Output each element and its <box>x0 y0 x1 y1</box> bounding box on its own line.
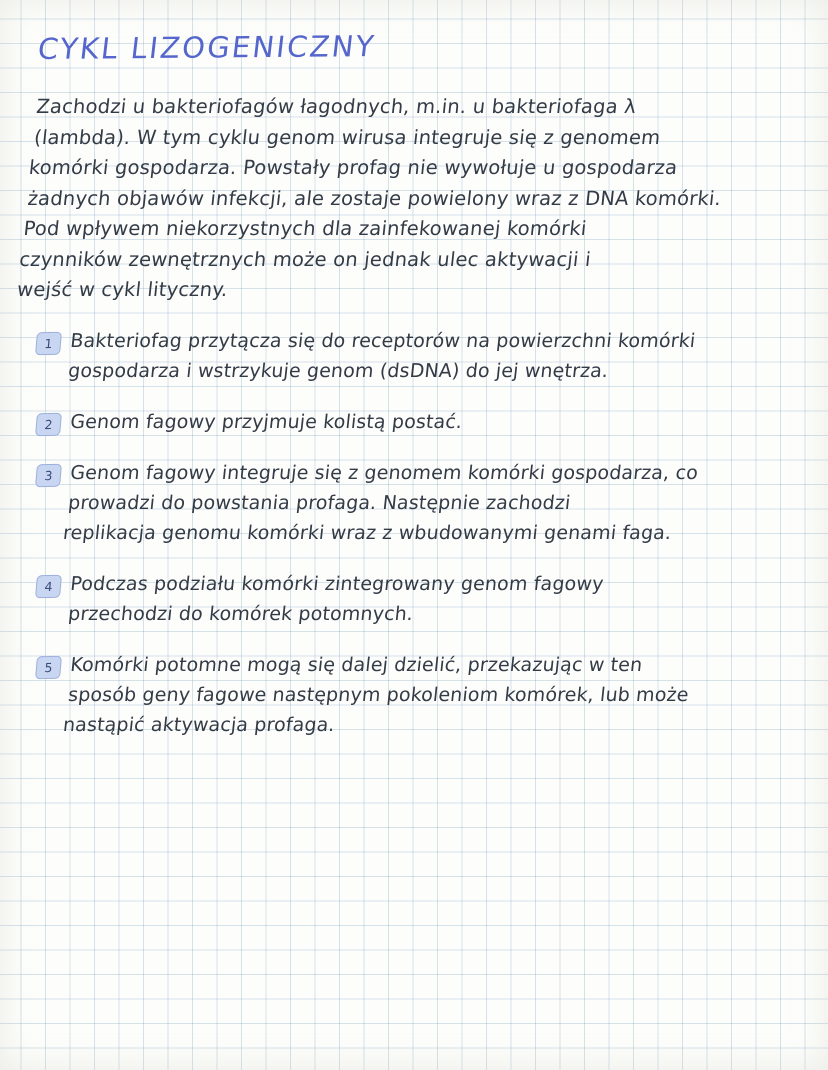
step-number-badge: 3 <box>35 463 62 486</box>
step-text <box>66 326 697 386</box>
intro-paragraph <box>16 92 794 306</box>
step-line: gospodarza i wstrzykuje genom (dsDNA) do jej wnętrza. <box>67 359 610 382</box>
step-line: replikacja genomu komórki wraz z wbudowanymi genami faga. <box>61 521 673 544</box>
step-text <box>63 458 700 548</box>
step-number-badge: 2 <box>35 412 62 435</box>
step-line: nastąpić aktywacja profaga. <box>61 713 336 736</box>
steps-list <box>36 326 794 740</box>
intro-line: czynników zewnętrznych może on jednak ulec aktywacji i <box>18 247 593 271</box>
intro-line: wejść w cykl lityczny. <box>16 278 229 301</box>
step-line: prowadzi do powstania profaga. Następnie zachodzi <box>67 491 572 514</box>
step-line: Bakteriofag przytącza się do receptorów na powierzchni komórki <box>69 329 697 352</box>
intro-line: (lambda). W tym cyklu genom wirusa integruje się z genomem <box>33 125 662 149</box>
step-number-badge: 1 <box>35 331 62 354</box>
step-number-badge: 5 <box>35 655 62 678</box>
list-item <box>36 569 794 629</box>
step-line: Podczas podziału komórki zintegrowany genom fagowy <box>69 572 605 595</box>
list-item <box>36 650 794 740</box>
step-text <box>63 650 694 740</box>
list-item <box>36 407 794 437</box>
step-number-badge: 4 <box>35 574 62 597</box>
intro-line: Pod wpływem niekorzystnych dla zainfekowanej komórki <box>22 217 588 240</box>
step-line: sposób geny fagowe następnym pokoleniom komórek, lub może <box>67 683 690 706</box>
step-line: Genom fagowy przyjmuje kolistą postać. <box>69 410 464 433</box>
step-line: Genom fagowy integruje się z genomem komórki gospodarza, co <box>69 461 700 484</box>
step-text <box>66 569 605 629</box>
intro-line: Zachodzi u bakteriofagów łagodnych, m.in. u bakteriofaga λ <box>35 95 638 118</box>
intro-line: komórki gospodarza. Powstały profag nie wywołuje u gospodarza <box>27 156 679 179</box>
step-line: Komórki potomne mogą się dalej dzielić, przekazując w ten <box>69 653 644 676</box>
intro-line: żadnych objawów infekcji, ale zostaje powielony wraz z DNA komórki. <box>26 186 723 210</box>
list-item <box>36 326 794 386</box>
list-item <box>36 458 794 548</box>
page-title: CYKL LIZOGENICZNY <box>36 29 378 66</box>
step-line: przechodzi do komórek potomnych. <box>67 602 415 625</box>
step-text <box>69 407 464 437</box>
